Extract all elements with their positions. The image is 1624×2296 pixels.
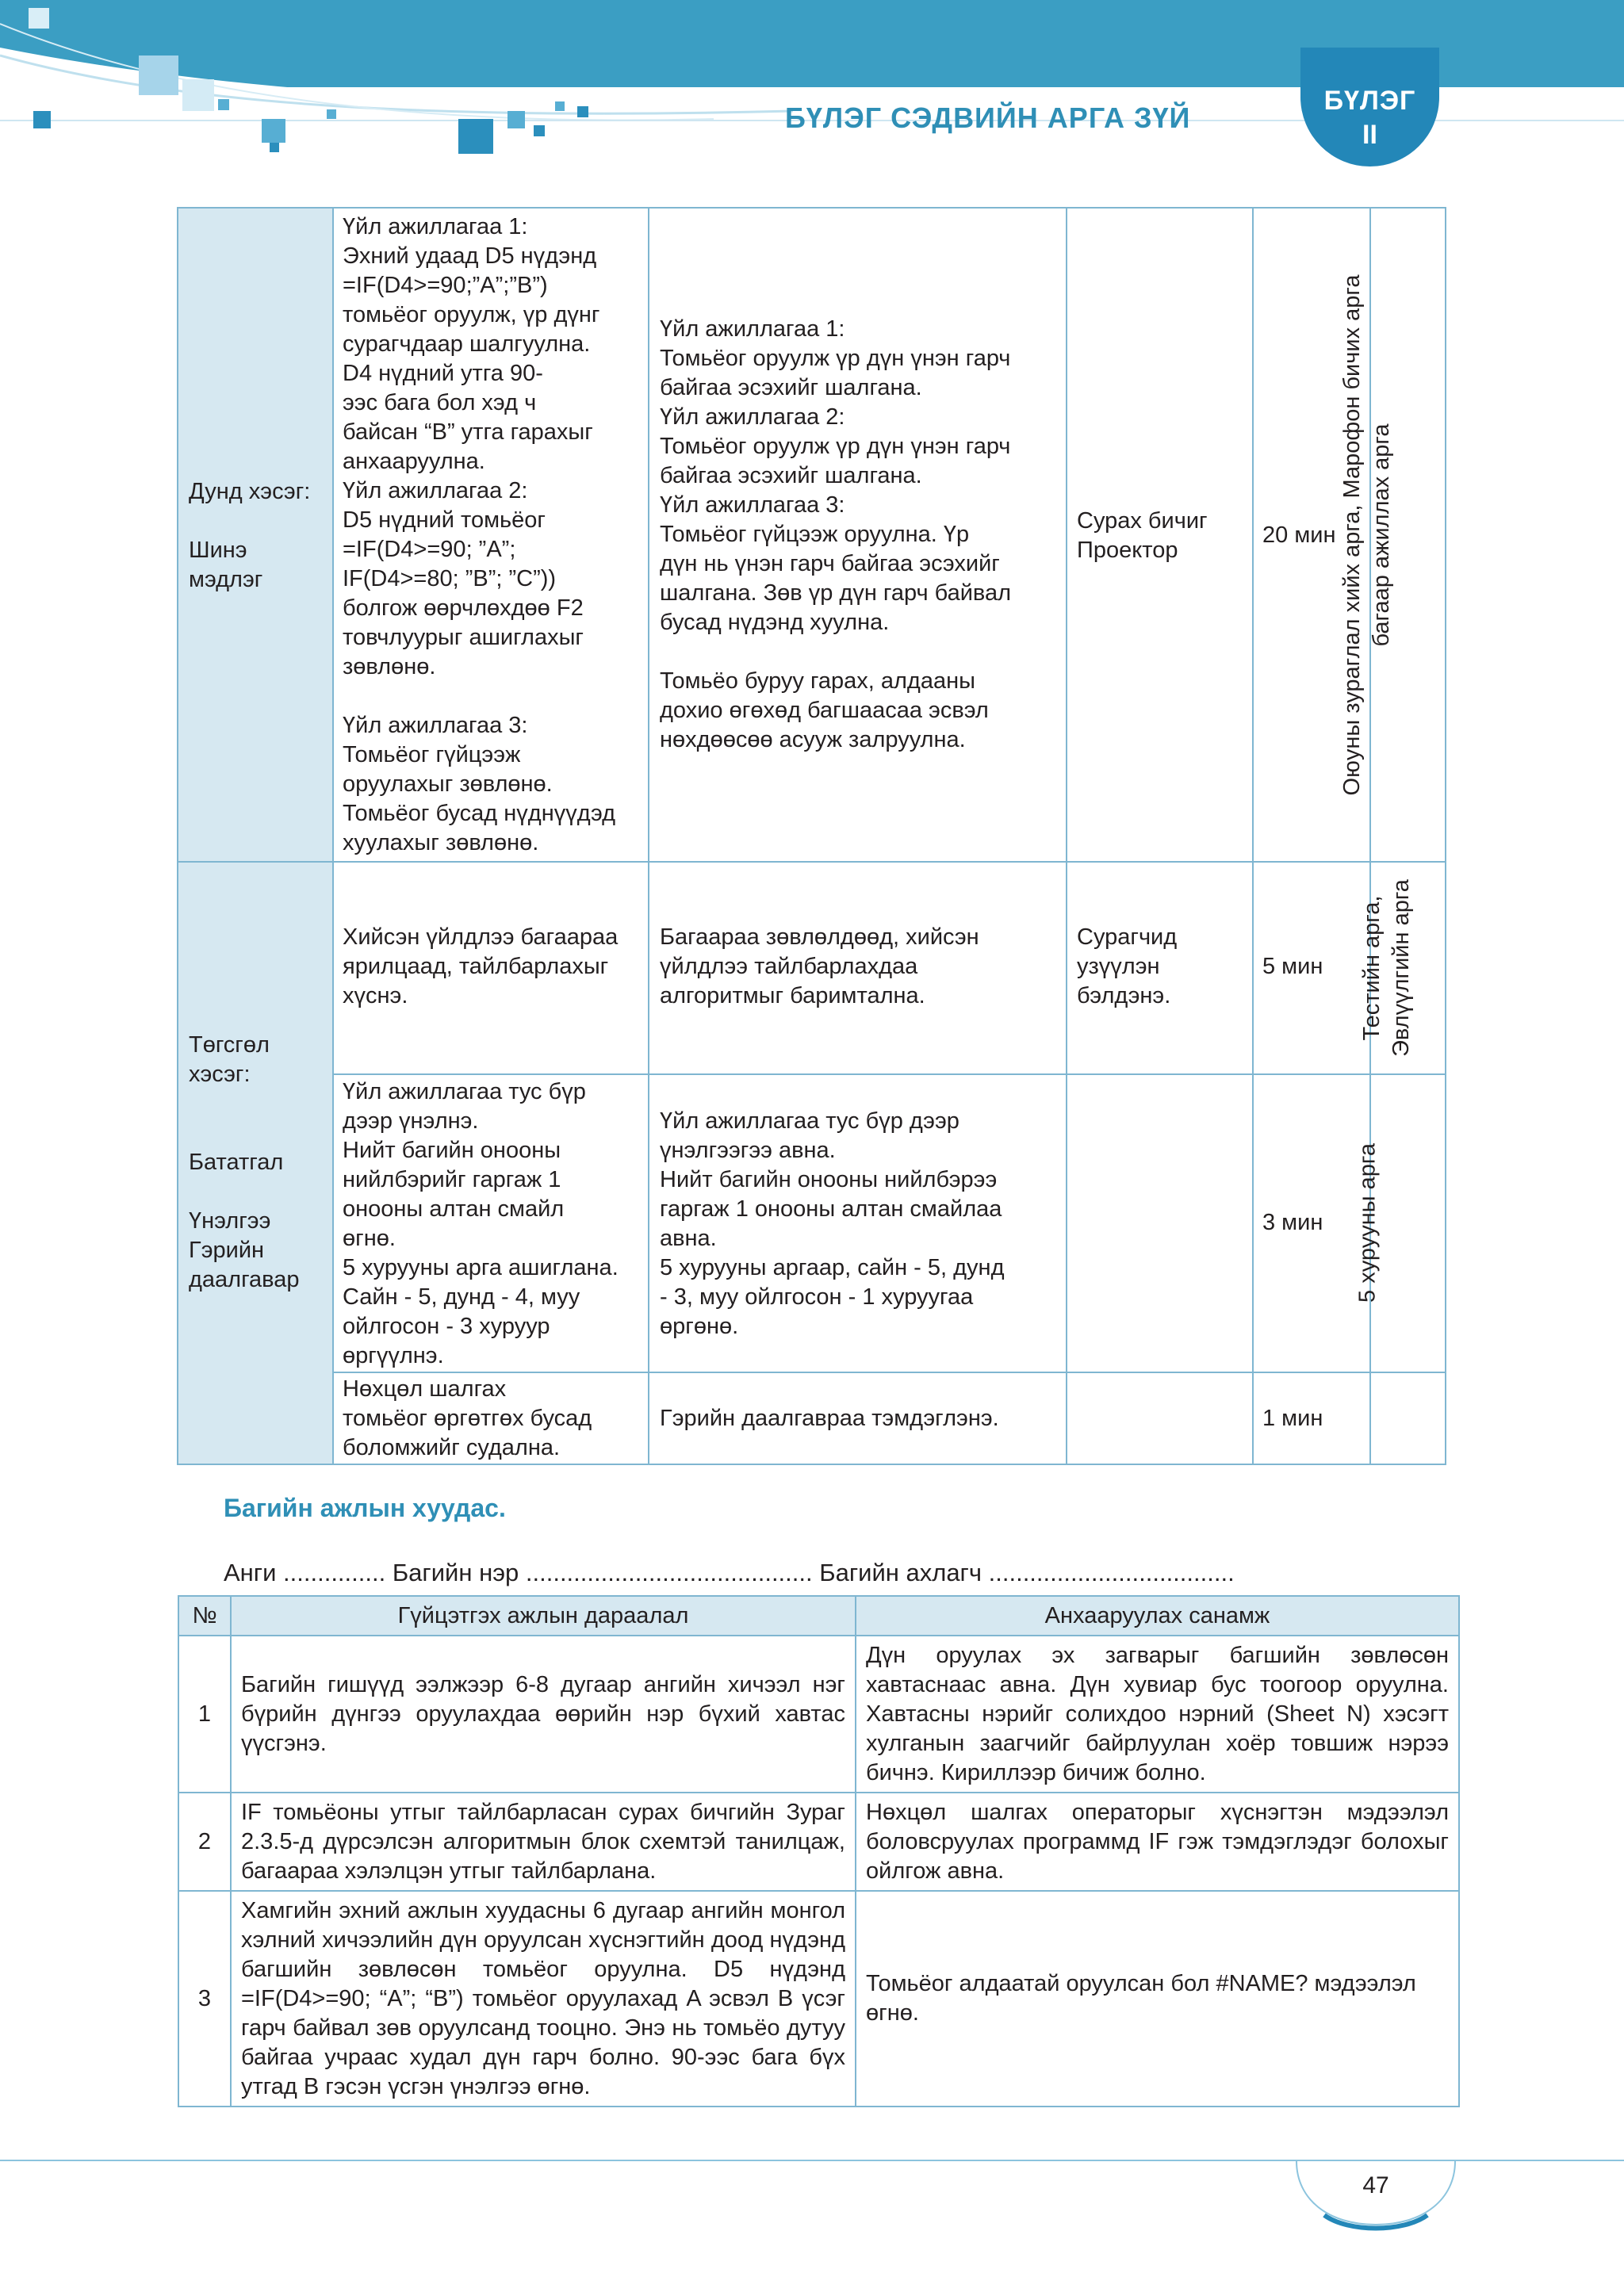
table-row <box>178 1891 1459 2107</box>
row-number: 1 <box>178 1636 231 1793</box>
student-activity-cell: Үйл ажиллагаа тус бүр дээр үнэлгээгээ авна. Нийт багийн онооны нийлбэрээ гаргаж 1 онооны алтан смайлаа авна. 5 хурууны аргаар, сайн - 5, дунд - 3, муу ойлгосон - 1 хуруугаа өргөнө. <box>660 1108 1005 1339</box>
time-cell: 20 мин <box>1262 522 1336 548</box>
task-cell: Багийн гишүүд ээлжээр 6-8 дугаар ангийн хичээл нэг бүрийн дүнгээ оруулахдаа өөрийн нэр бүхий хавтас үүсгэнэ. <box>231 1636 856 1793</box>
task-cell: IF томьёоны утгыг тайлбарласан сурах бичгийн Зураг 2.3.5-д дүрсэлсэн алгоритмын блок схемтэй танилцаж, багаараа хэлэлцэн утгыг тайлбарлана. <box>231 1793 856 1891</box>
row-number: 3 <box>178 1891 231 2107</box>
column-header-task: Гүйцэтгэх ажлын дараалал <box>231 1596 856 1636</box>
table-row <box>178 1636 1459 1793</box>
time-cell: 5 мин <box>1262 954 1323 979</box>
teacher-activity-cell: Нөхцөл шалгах томьёог өргөтгөх бусад боломжийг судална. <box>343 1376 592 1460</box>
chapter-number: II <box>1362 120 1377 150</box>
resources-cell: Сурах бичиг Проектор <box>1077 508 1208 563</box>
worksheet-heading: Багийн ажлын хуудас. <box>224 1494 506 1522</box>
header-title: БҮЛЭГ СЭДВИЙН АРГА ЗҮЙ <box>785 101 1191 134</box>
time-cell: 1 мин <box>1262 1406 1323 1431</box>
note-cell: Томьёог алдаатай оруулсан бол #NAME? мэдээлэл өгнө. <box>856 1891 1459 2107</box>
time-cell: 3 мин <box>1262 1210 1323 1235</box>
stage-cell-middle: Дунд хэсэг: Шинэ мэдлэг <box>189 479 311 592</box>
worksheet-info-line: Анги ............... Багийн нэр .......................................... Багийн ахлагч .................................... <box>224 1559 1235 1586</box>
stage-cell-final: Төгсгөл хэсэг: Бататгал Үнэлгээ Гэрийн даалгавар <box>189 1032 300 1292</box>
teacher-activity-cell: Үйл ажиллагаа тус бүр дээр үнэлнэ. Нийт багийн онооны нийлбэрийг гаргаж 1 онооны алтан смайл өгнө. 5 хурууны арга ашиглана. Сайн - 5, дунд - 4, муу ойлгосон - 3 хуруур өргүүлнэ. <box>343 1079 619 1368</box>
worksheet-table <box>178 1595 1460 2107</box>
table-header-row <box>178 1596 1459 1636</box>
note-cell: Дүн оруулах эх загварыг багшийн зөвлөсөн хавтаснаас авна. Дүн хувиар бус тоогоор оруулна. Хавтасны нэрийг солихдоо нэрний (Sheet N) хэсэгт хулганын заагчийг байрлуулан хоёр товшиж нэрээ бичнэ. Кириллээр бичиж болно. <box>856 1636 1459 1793</box>
task-cell: Хамгийн эхний ажлын хуудасны 6 дугаар ангийн монгол хэлний хичээлийн дүн оруулсан хүснэгтийн доод нүдэнд багшийн зөвлөсөн томьёог оруулна. D5 нүдэнд =IF(D4>=90; “A”; “B”) томьёог оруулахад A эсвэл B үсэг гарч байвал зөв оруулсанд тооцно. Энэ нь томьёо дутуу байгаа учраас худал дүн гарч болно. 90-ээс бага бүх утгад B гэсэн үсгэн үнэлгээ өгнө. <box>231 1891 856 2107</box>
page-number: 47 <box>1362 2172 1389 2198</box>
teacher-activity-cell: Үйл ажиллагаа 1: Эхний удаад D5 нүдэнд =IF(D4>=90;”A”;”B”) томьёог оруулж, үр дүнг сурагчдаар шалгуулна. D4 нүдний утга 90- ээс бага бол хэд ч байсан “B” утга гарахыг анхааруулна. Үйл ажиллагаа 2: D5 нүдний томьёог =IF(D4>=90; ”A”; IF(D4>=80; ”B”; ”C”)) болгож өөрчлөхдөө F2 товчлуурыг ашиглахыг зөвлөнө. Үйл ажиллагаа 3: Томьёог гүйцээж оруулахыг зөвлөнө. Томьёог бусад нүднүүдэд хуулахыг зөвлөнө. <box>343 214 616 855</box>
column-header-number: № <box>178 1596 231 1636</box>
column-header-note: Анхааруулах санамж <box>856 1596 1459 1636</box>
resources-cell: Сурагчид узүүлэн бэлдэнэ. <box>1077 924 1178 1008</box>
student-activity-cell: Үйл ажиллагаа 1: Томьёог оруулж үр дүн үнэн гарч байгаа эсэхийг шалгана. Үйл ажиллагаа 2: Томьёог оруулж үр дүн үнэн гарч байгаа эсэхийг шалгана. Үйл ажиллагаа 3: Томьёог гүйцээж оруулна. Үр дүн нь үнэн гарч байгаа эсэхийг шалгана. Зөв үр дүн гарч байвал бусад нүдэнд хуулна. Томьёо буруу гарах, алдааны дохио өгөхөд багшаасаа эсвэл нөхдөөсөө асууж залруулна. <box>660 316 1012 752</box>
teacher-activity-cell: Хийсэн үйлдлээ багаараа ярилцаад, тайлбарлахыг хүснэ. <box>343 924 619 1008</box>
row-number: 2 <box>178 1793 231 1891</box>
chapter-label: БҮЛЭГ <box>1323 86 1416 116</box>
note-cell: Нөхцөл шалгах операторыг хүснэгтэн мэдээлэл боловсруулах программд IF гэж тэмдэглэдэг болохыг ойлгож авна. <box>856 1793 1459 1891</box>
student-activity-cell: Багаараа зөвлөлдөөд, хийсэн үйлдлээ тайлбарлахдаа алгоритмыг баримтална. <box>660 924 979 1008</box>
method-cell: Тестийн арга, Эвлүүлгийн арга <box>1359 879 1414 1057</box>
method-cell: Оюуны зураглал хийх арга, Марофон бичих арга багаар ажиллах арга <box>1339 274 1394 796</box>
table-row <box>178 1793 1459 1891</box>
method-cell: 5 хурууны арга <box>1354 1143 1381 1303</box>
student-activity-cell: Гэрийн даалгавраа тэмдэглэнэ. <box>660 1406 999 1431</box>
